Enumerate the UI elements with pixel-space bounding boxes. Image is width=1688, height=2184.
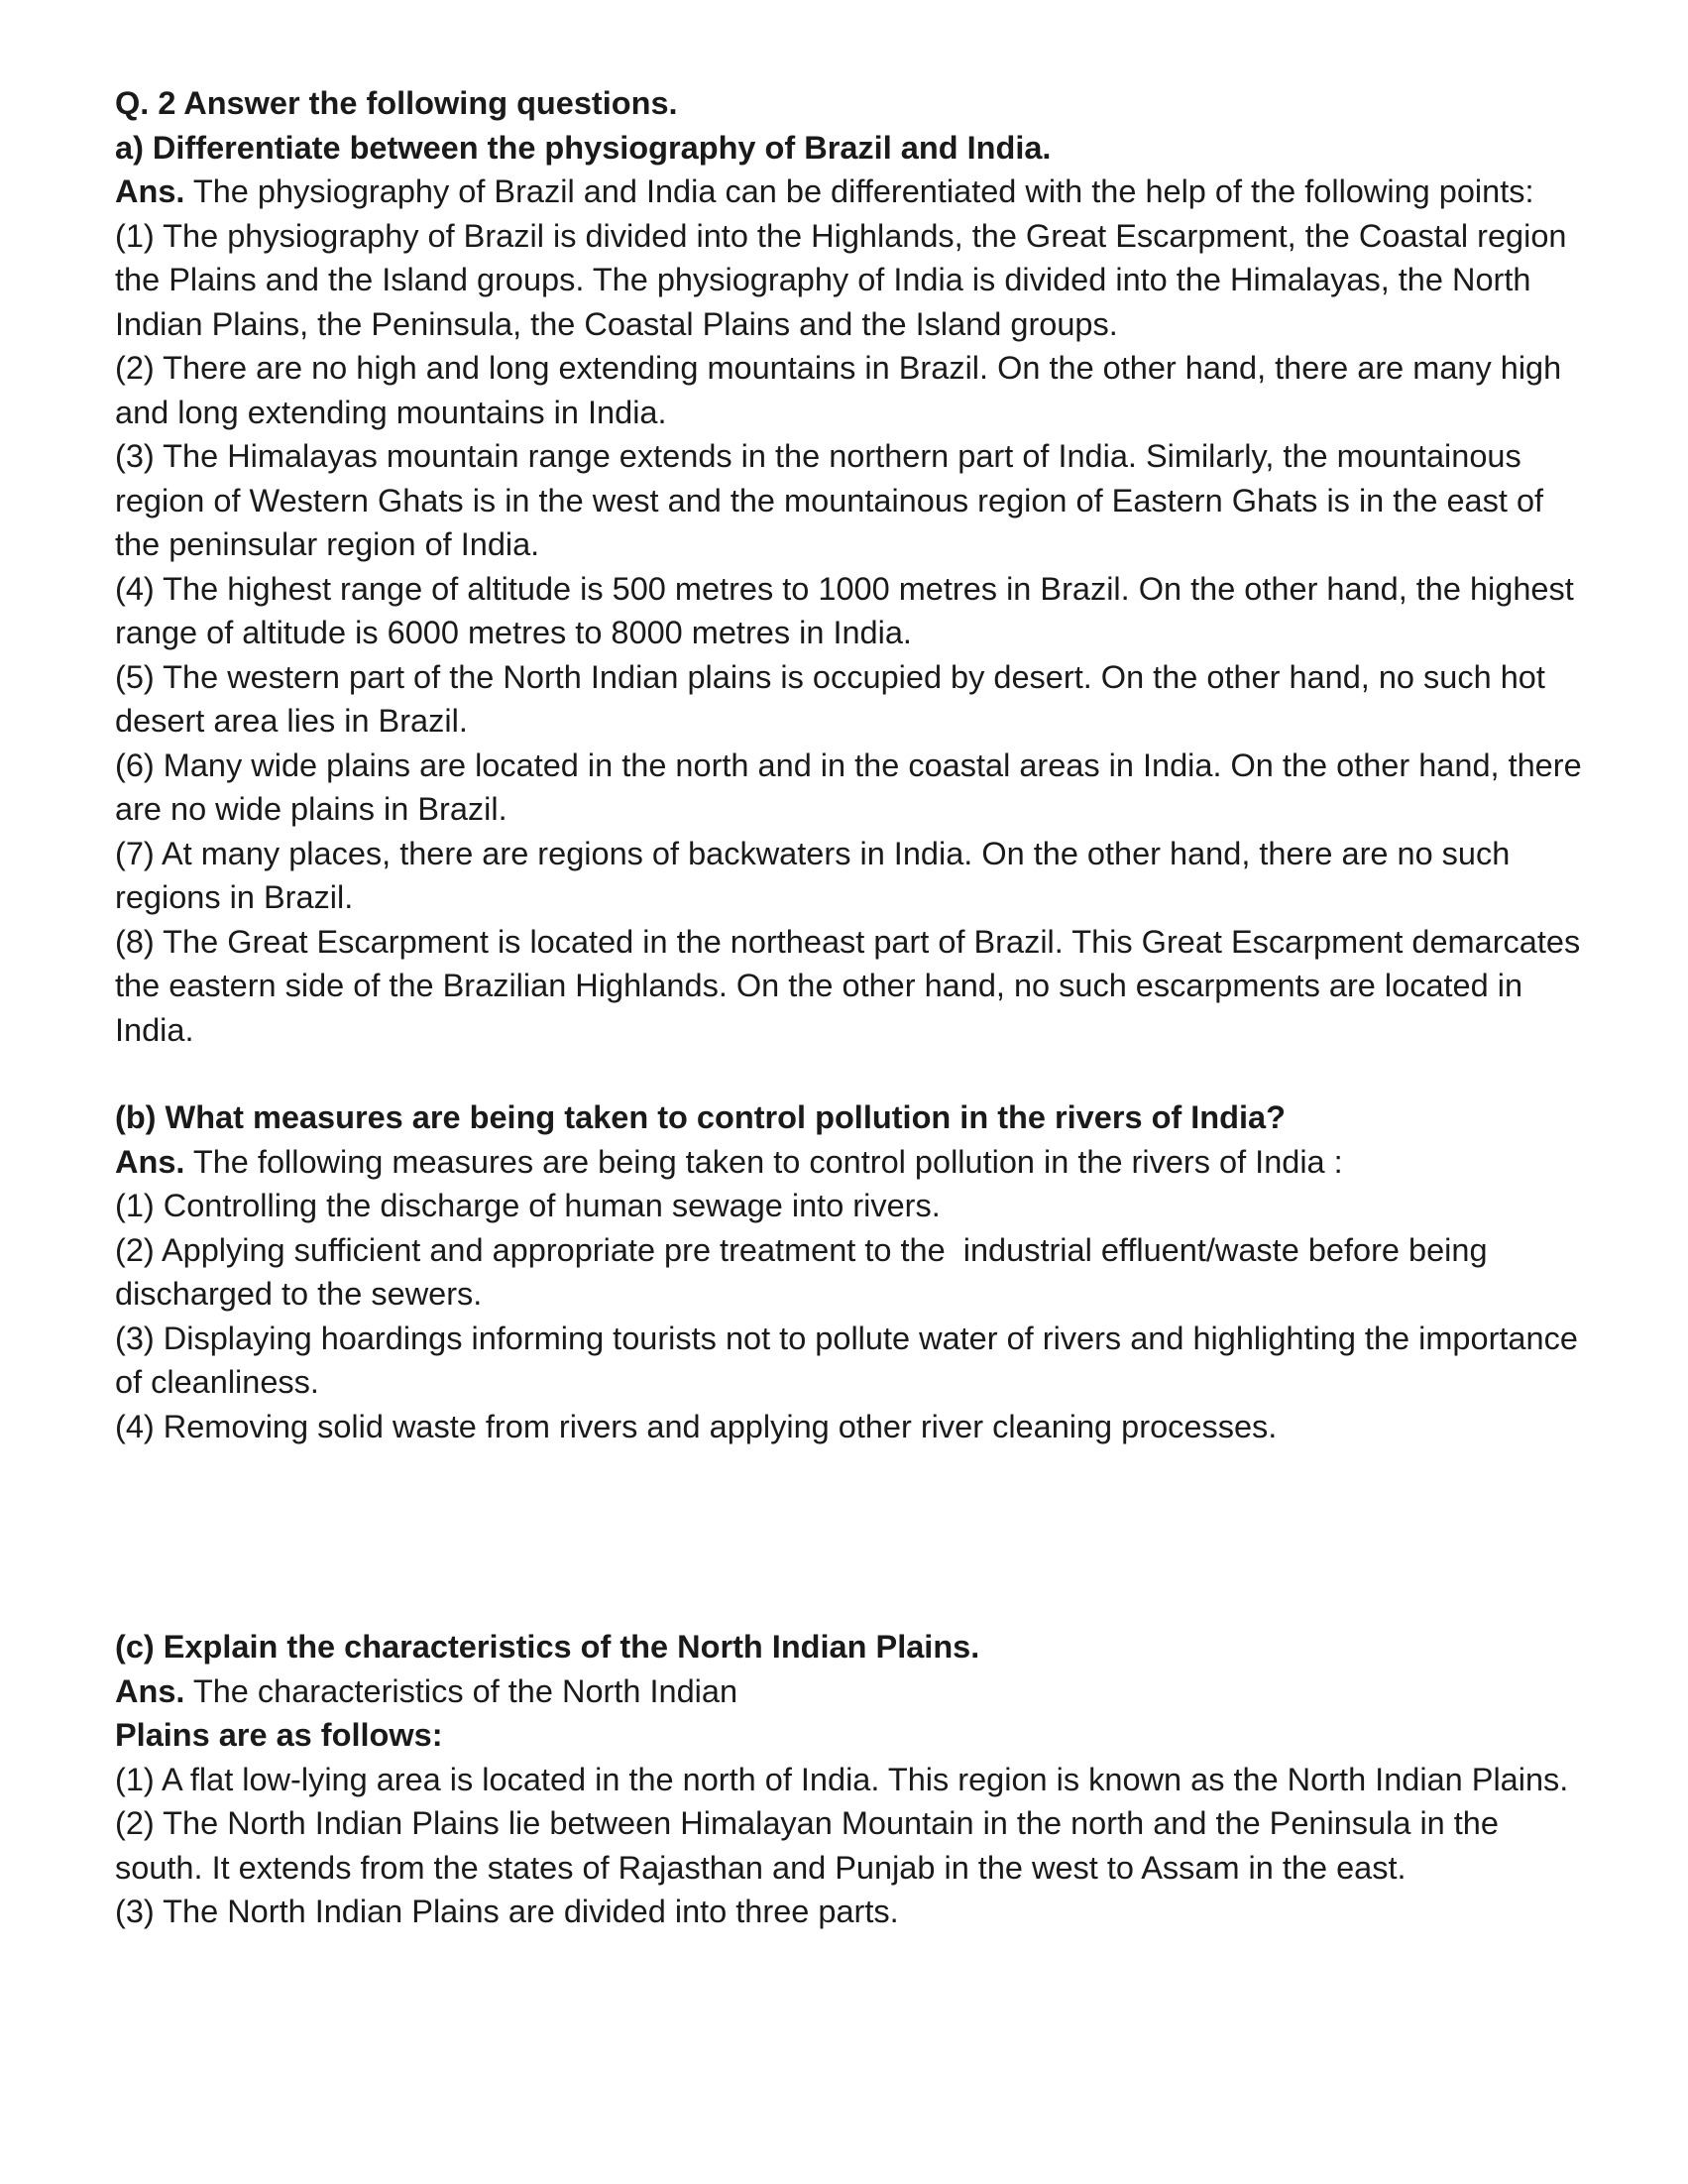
- section-c-subheading: Plains are as follows:: [115, 1717, 443, 1753]
- spacer: [115, 1448, 1582, 1625]
- section-b-answer-intro: [115, 1140, 1582, 1185]
- section-a-point-3: (3) The Himalayas mountain range extends in the northern part of India. Similarly, the mountainous region of Western Ghats is in the west and the mountainous region of Eastern Ghats is in the east of the peninsular region of India.: [115, 438, 1553, 562]
- section-b-point-3: (3) Displaying hoardings informing tourists not to pollute water of rivers and highlighting the importance of cleanliness.: [115, 1320, 1587, 1400]
- answer-intro-text: The physiography of Brazil and India can be differentiated with the help of the following points:: [184, 173, 1534, 209]
- section-b-point-1: (1) Controlling the discharge of human sewage into rivers.: [115, 1188, 941, 1223]
- section-b-question: (b) What measures are being taken to control pollution in the rivers of India?: [115, 1099, 1286, 1135]
- answer-label: Ans.: [115, 1672, 185, 1709]
- section-a-point-1: (1) The physiography of Brazil is divided into the Highlands, the Great Escarpment, the Coastal region the Plains and the Island groups. The physiography of India is divided into the Himalayas, the North Indian Plains, the Peninsula, the Coastal Plains and the Island groups.: [115, 217, 1576, 342]
- section-a-point-4: (4) The highest range of altitude is 500 metres to 1000 metres in Brazil. On the other hand, the highest range of altitude is 6000 metres to 8000 metres in India.: [115, 570, 1583, 650]
- section-a: [115, 126, 1591, 1053]
- section-c-question: (c) Explain the characteristics of the North Indian Plains.: [115, 1629, 980, 1665]
- section-a-point-5: (5) The western part of the North Indian plains is occupied by desert. On the other hand, no such hot desert area lies in Brazil.: [115, 658, 1554, 739]
- answer-intro-text: The following measures are being taken to control pollution in the rivers of India :: [184, 1143, 1343, 1180]
- section-a-answer-intro: [115, 170, 1582, 214]
- section-a-point-6: (6) Many wide plains are located in the north and in the coastal areas in India. On the other hand, there are no wide plains in Brazil.: [115, 747, 1591, 827]
- answer-label: Ans.: [115, 173, 185, 209]
- question-heading: Q. 2 Answer the following questions.: [115, 85, 678, 121]
- section-c-answer-intro: [115, 1669, 1582, 1714]
- section-c-point-1: (1) A flat low-lying area is located in the north of India. This region is known as the North Indian Plains.: [115, 1761, 1569, 1797]
- section-c: [115, 1625, 1582, 1934]
- spacer: [115, 1052, 1582, 1095]
- section-b-point-4: (4) Removing solid waste from rivers and applying other river cleaning processes.: [115, 1408, 1278, 1444]
- answer-label: Ans.: [115, 1143, 185, 1180]
- section-b: [115, 1095, 1587, 1448]
- section-a-point-7: (7) At many places, there are regions of backwaters in India. On the other hand, there are no such regions in Brazil.: [115, 835, 1519, 915]
- document-page: [115, 81, 1591, 1934]
- section-a-question: a) Differentiate between the physiography of Brazil and India.: [115, 129, 1052, 166]
- section-a-point-2: (2) There are no high and long extending mountains in Brazil. On the other hand, there are many high and long extending mountains in India.: [115, 350, 1571, 430]
- section-a-point-8: (8) The Great Escarpment is located in the northeast part of Brazil. This Great Escarpment demarcates the eastern side of the Brazilian Highlands. On the other hand, no such escarpments are located in India.: [115, 923, 1590, 1048]
- answer-intro-text: The characteristics of the North Indian: [184, 1672, 738, 1709]
- section-c-point-2: (2) The North Indian Plains lie between Himalayan Mountain in the north and the Peninsula in the south. It extends from the states of Rajasthan and Punjab in the west to Assam in the east.: [115, 1805, 1508, 1886]
- section-b-point-2: (2) Applying sufficient and appropriate pre treatment to the industrial effluent/waste before being discharged to the sewers.: [115, 1231, 1497, 1312]
- section-c-point-3: (3) The North Indian Plains are divided into three parts.: [115, 1894, 899, 1929]
